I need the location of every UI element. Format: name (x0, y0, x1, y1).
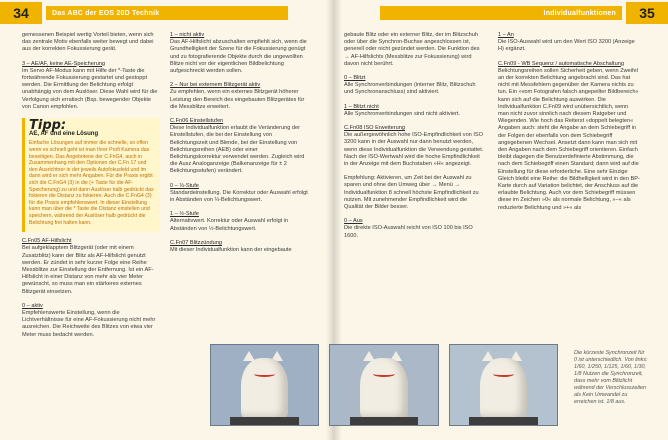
paragraph: Empfehlung: Aktivieren, um Zeit bei der Auswahl zu sparen und ohne den Umweg über → Menü → Individualfunktion 8 schnell höchste Empfindlichkeit zu nutzen. Mit zunehmender Empfindlichkeit wird die Qualität der Bilder besser. (344, 175, 479, 211)
right-running-title: Individualfunktionen (380, 6, 622, 20)
tip-title: Tipp: (29, 118, 67, 134)
section-heading: C.Fn07 Blitzzündung (170, 239, 222, 246)
tip-box (22, 118, 160, 232)
figurine-body (480, 358, 527, 420)
right-page-header (334, 0, 668, 26)
option-heading: 0 – Blitzt (344, 75, 366, 82)
paragraph: Das AF-Hilfslicht abzuschalten empfiehlt sich, wenn die Grundhelligkeit der Szene für die Fokussierung genügt und zu fotografierende Objekte durch die ungewollten Blitze nicht vor der eigentlichen Bildbelichtung aufgeschreckt werden sollen. (170, 39, 307, 75)
paragraph: gebaute Blitz oder ein externer Blitz, der im Blitzschuh oder über die Synchron-Buchse angeschlossen ist, generell oder nicht gezündet werden. Die Funktion des → AF-Hilfslichts (Messblitze zur Fokussierung) wird davon nicht berührt. (344, 32, 480, 67)
photo-caption: Die kürzeste Synchronzeit für 0 ist unterschiedlich. Von links: 1/60, 1/250, 1/125, 1/60, 1/30, 1/8 Nutzen die Synchronzeit, dass mehr vom Blitzlicht während der Verschlusszeiten als Kein Umwandel zu erreichen ist. 1/8 aus. (574, 350, 648, 405)
left-page-number: 34 (0, 2, 42, 24)
right-page-column-1 (344, 32, 484, 247)
option-heading: 3 – AE/AF, keine AE-Speicherung (22, 60, 106, 67)
option-heading: 2 – Nur bei externem Blitzgerät aktiv (170, 82, 261, 89)
section-heading: C.Fn08 ISO Erweiterung (344, 125, 405, 132)
paragraph: Die ISO-Auswahl wird um den Wert ISO 3200 (Anzeige H) ergänzt. (498, 39, 635, 53)
figurine-stand (230, 417, 299, 425)
figurine-stand (350, 417, 419, 425)
figurine-body (360, 358, 407, 420)
section-heading: C.Fn05 AF-Hilfslicht (22, 238, 72, 245)
paragraph: Alle Synchronverbindungen (interner Blitz, Blitzschuh und Synchronanschluss) sind aktiviert. (344, 82, 476, 96)
paragraph: Diese Individualfunktion erlaubt die Veränderung der Einstellstufen, die bei der Einstellung von Belichtungszeit und Blende, bei der Einstellung von Belichtungsreihen (AEB) oder einer Belichtungskorrektur verwendet werden. Zugleich wird die Ausz Analoganzeige (Balkenanzeige für ± 2 Belichtungsstufen) verändert. (170, 125, 305, 175)
figurine-body (241, 358, 288, 420)
option-heading: 1 – nicht aktiv (170, 32, 205, 38)
left-running-title: Das ABC der EOS 20D Technik (46, 6, 288, 20)
section-heading: C.Fn09 - WB Sequenz / automatische Abschaltung (498, 60, 624, 67)
paragraph: Belichtungsreihen sollen Sicherheit geben, wenn Zweifel an der korrekten Belichtung angebracht sind. Das hat nicht mit Messfehlern gegenüber der Kamera nichts zu tun. Ein »vom Fotografen falsch angepeilter Bildbereich« kann sich auf die Belichtung auswirken. Die Individualfunktion C.Fn09 wird unübersichtlich, wenn man nicht zuvor sinnlich nach diesem Ratgeber und Wiegenden. Wie hoch das Reiterst »doppelt belegten« Angaben auch: steht die Angabe an dem Schiebegriff in der Folgen der ebenfalls von dem Schiebegriff angegebenen Wechsel. Ansetzt dann kann man sich mit den Angaben nach dem Schiebegriff orientieren. Einfach bleibt dagegen die Benutzerdefinierte Abstimmung, die nach dem Schiebegriff einen Standard; dann wird auf die Einstellung für diese erforderliche. Eine sehr Einzige Gleich bleibt eine Reihe: die Bildhelligkeit wird in den BP-Karte durch auf Variation belichtet, der Anschluss auf die erlaubte Belichtung. Auch vor dem Schiebegriff müssen diese im Zeichen »0« als normale Belichtung, »−« als reduzierte Belichtung und »+« als (498, 67, 640, 211)
option-heading: 0 – Aus (344, 218, 363, 225)
figurine-mouth (493, 371, 514, 377)
paragraph: Standardeinstellung. Die Korrektur oder Auswahl erfolgt in Abständen von ⅓-Belichtungswert. (170, 189, 308, 204)
paragraph: Im Servo AF-Modus kann mit Hilfe der *-Taste die fortwährende Fokussierung gestartet und gestoppt werden. Die Ermittlung der Belichtung erfolgt unabhängig von dem Auslöser. Diese Wahl wird für die Verfolgung sich erratisch (Bsp. bewegender Objekte von Canon empfohlen. (22, 67, 158, 110)
right-page-column-2 (498, 32, 640, 219)
figurine-stand (469, 417, 538, 425)
tip-subtitle: AE, AF und eine Lösung (29, 131, 99, 138)
figurine-mouth (373, 371, 394, 377)
paragraph: Die direkte ISO-Auswahl reicht von ISO 100 bis ISO 1600. (344, 225, 473, 239)
figurine-photo (329, 344, 438, 426)
option-heading: 0 – aktiv (22, 302, 43, 309)
option-heading: 1 – Blitzt nicht (344, 103, 379, 110)
left-page-header (0, 0, 334, 26)
option-heading: 0 – ⅓-Stufe (170, 182, 199, 189)
paragraph: Alternativwert. Korrektur oder Auswahl erfolgt in Abständen von ½-Belichtungswert. (170, 218, 289, 232)
option-heading: 1 – An (498, 32, 514, 38)
figurine-photo (210, 344, 319, 426)
tip-text: Einfache Lösungen auf immer die schnelle, so offen wenn es schnell geht ist man Ihrer Profi Kamera das beseitigen. Das Angebotene der C.FnG4, auch in Zusammenhang mit den Optionen der C.Fn 17 und den Ausrichtner in der jeweils Autofokusfeld und im dann wird er sich mehr Angaben. Für die Praxis ergibt sich die C.FnG4 (3) in die (+ Taste für die AF-Speicherung) zu und dann Auslöser halb gedrückt das fokieren die Distanz zu fokieren. Auch die C.FnG4 (3) für die Praxis empfehlenswert. In dieser Einstellung kann man über die * Taste die Distanz einstellen und speichern, während der Auslöser halb gedrückt die Belichtung frei halten kann. (29, 140, 154, 226)
paragraph: Die außergewöhnlich hohe ISO-Empfindlichkeit von ISO 3200 kann in der Auswahl nur dann benutzt werden, wenn diese Individualfunktion die Verwendung gestattet. Nach der ISO-Wertwahl wird die hoche Empfindlichkeit in der Anzeige mit dem Buchstaben »H« angezeigt. (344, 132, 484, 168)
paragraph: Zu empfehlen, wenn ein externes Blitzgerät höherer Leistung den Bereich des eingebauten Blitzgerätes für die Messblitze erweitert. (170, 89, 305, 110)
paragraph: gemessenen Beispiel wertig Vorteil bieten, wenn sich das zentrale Motiv ebenfalls weiter bewegt und dabei aus der korrekten Fokussierung gerät. (22, 32, 154, 53)
left-page-column-1 (22, 32, 160, 346)
paragraph: Mit dieser Individualfunktion kann der eingebaute (170, 247, 292, 254)
right-page-number: 35 (626, 2, 668, 24)
paragraph: Empfehlenswerte Einstellung, wenn die Lichtverhältnisse für eine AF-Fokussierung nicht mehr ausreichen. Die Reichweite des Blitzes von etwa vier Meter muss bedacht werden. (22, 309, 156, 338)
option-heading: 1 – ½-Stufe (170, 211, 199, 218)
paragraph: Bei aufgeklapptem Blitzgerät (oder mit einem Zusatzblitz) kann der Blitz als AF-Hilfslicht genutzt werden. Er zündet in sehr kurzer Folge eine Reihe Messblitze zur Einstellung der Entfernung. Ist ein AF-Hilfslicht in einer Distanz von mehr als vier Meter gewünscht, so muss man ein stärkeres externes Blitzgerät einsetzen. (22, 245, 154, 295)
figurine-mouth (254, 371, 275, 377)
section-heading: C.Fn06 Einstellstufen (170, 118, 224, 125)
left-page-column-2 (170, 32, 310, 261)
figurine-photo (449, 344, 558, 426)
figure-photo-strip (210, 344, 558, 426)
paragraph: Alle Synchronverbindungen sind nicht aktiviert. (344, 110, 460, 117)
